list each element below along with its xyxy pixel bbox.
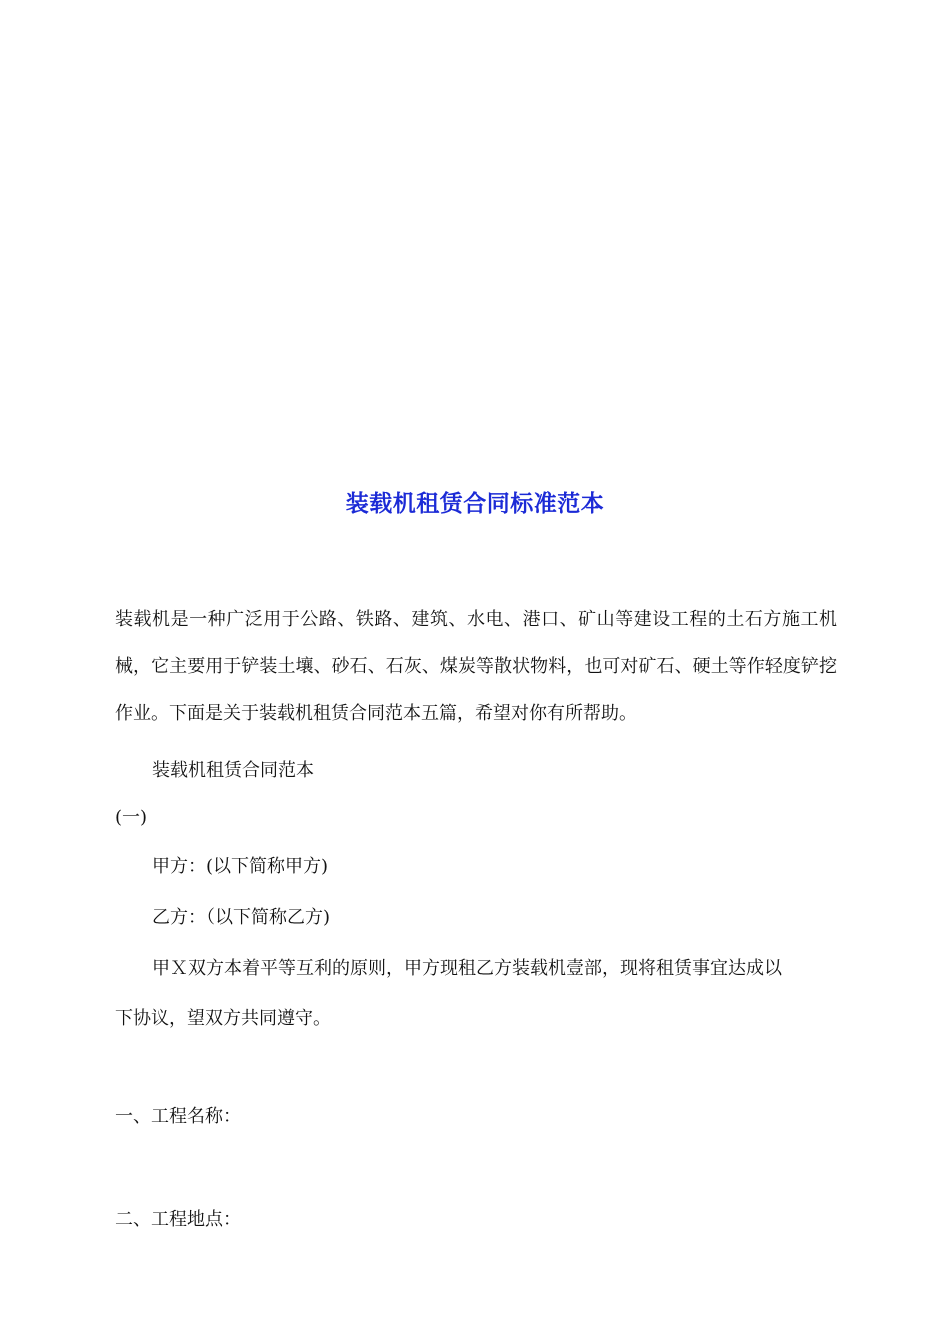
project-name-item: 一、工程名称：	[115, 1106, 241, 1127]
agreement-line-1: 甲Ｘ双方本着平等互利的原则，甲方现租乙方装载机壹部，现将租赁事宜达成以	[152, 958, 782, 979]
intro-paragraph: 装载机是一种广泛用于公路、铁路、建筑、水电、港口、矿山等建设工程的土石方施工机械，它主要用于铲装土壤、砂石、石灰、煤炭等散状物料，也可对矿石、硬土等作轻度铲挖作业。下面是关于装载机租赁合同范本五篇，希望对你有所帮助。	[115, 609, 837, 724]
project-location-item: 二、工程地点：	[115, 1209, 241, 1230]
document-title: 装载机租赁合同标准范本	[345, 490, 605, 517]
section-number: (一)	[115, 807, 148, 828]
contract-subtitle: 装载机租赁合同范本	[152, 760, 314, 781]
agreement-line-2: 下协议，望双方共同遵守。	[115, 1008, 331, 1029]
party-b-line: 乙方：（以下简称乙方)	[152, 907, 331, 928]
party-a-line: 甲方：(以下简称甲方)	[152, 856, 329, 877]
